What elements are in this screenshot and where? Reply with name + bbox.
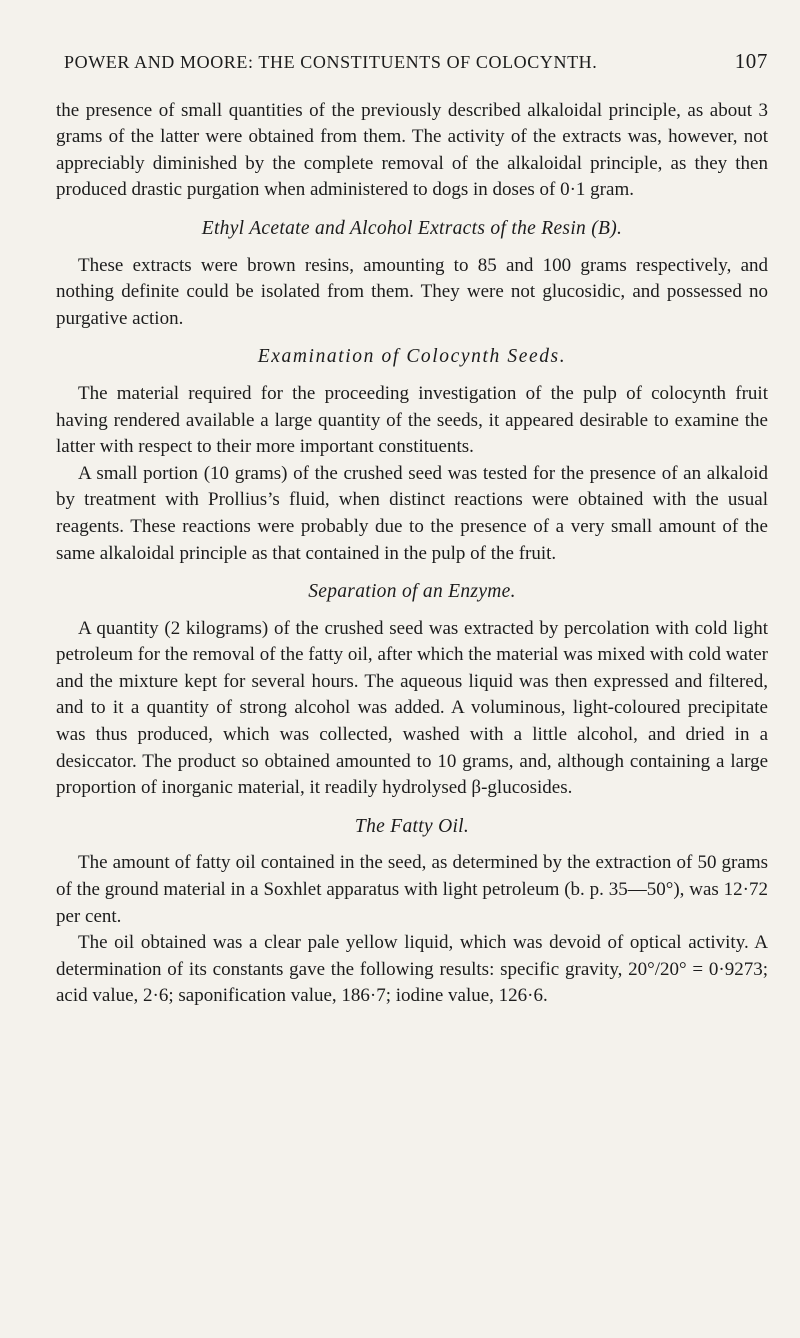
paragraph-ethyl-acetate: These extracts were brown resins, amounting to 85 and 100 grams respectively, and nothing definite could be isolated from them. They were not glucosidic, and possessed no purgative action. <box>56 254 768 329</box>
paragraph-fatty-oil-1: The amount of fatty oil contained in the seed, as determined by the extraction of 50 grams of the ground material in a Soxhlet apparatus with light petroleum (b. p. 35—50°), was 12·72 per cent. <box>56 852 768 927</box>
paragraph-fatty-oil-2: The oil obtained was a clear pale yellow liquid, which was devoid of optical activity. A determination of its constants gave the following results: specific gravity, 20°/20° = 0·9273; acid value, 2·6; saponification value, 186·7; iodine value, 126·6. <box>56 932 768 1007</box>
paragraph-intro: the presence of small quantities of the previously described alkaloidal principle, as about 3 grams of the latter were obtained from them. The activity of the extracts was, however, not appreciably diminished by the complete removal of the alkaloidal principle, as they then produced drastic purgation when administered to dogs in doses of 0·1 gram. <box>56 99 768 201</box>
running-title: POWER AND MOORE: THE CONSTITUENTS OF COLOCYNTH. <box>64 52 598 72</box>
heading-fatty-oil: The Fatty Oil. <box>354 815 470 837</box>
heading-ethyl-acetate-extracts: Ethyl Acetate and Alcohol Extracts of the Resin (B). <box>201 217 623 239</box>
running-header <box>56 48 768 76</box>
page <box>56 48 768 1010</box>
paragraph-seeds-1: The material required for the proceeding investigation of the pulp of colocynth fruit having rendered available a large quantity of the seeds, it appeared desirable to examine the latter with respect to their more important constituents. <box>56 382 768 458</box>
paragraph-enzyme: A quantity (2 kilograms) of the crushed seed was extracted by percolation with cold light petroleum for the removal of the fatty oil, after which the material was mixed with cold water and the mixture kept for several hours. The aqueous liquid was then expressed and filtered, and to it a quantity of strong alcohol was added. A voluminous, light-coloured precipitate was thus produced, which was collected, washed with a little alcohol, and dried in a desiccator. The product so obtained amounted to 10 grams, and, although containing a large proportion of inorganic material, it readily hydrolysed β-glucosides. <box>56 617 768 799</box>
page-number: 107 <box>734 49 768 73</box>
paragraph-seeds-2: A small portion (10 grams) of the crushed seed was tested for the presence of an alkaloid by treatment with Prollius’s fluid, when distinct reactions were obtained with the usual reagents. These reactions were probably due to the presence of a very small amount of the same alkaloidal principle as that contained in the pulp of the fruit. <box>56 462 768 564</box>
heading-enzyme: Separation of an Enzyme. <box>308 581 516 603</box>
heading-colocynth-seeds: Examination of Colocynth Seeds. <box>257 346 567 368</box>
